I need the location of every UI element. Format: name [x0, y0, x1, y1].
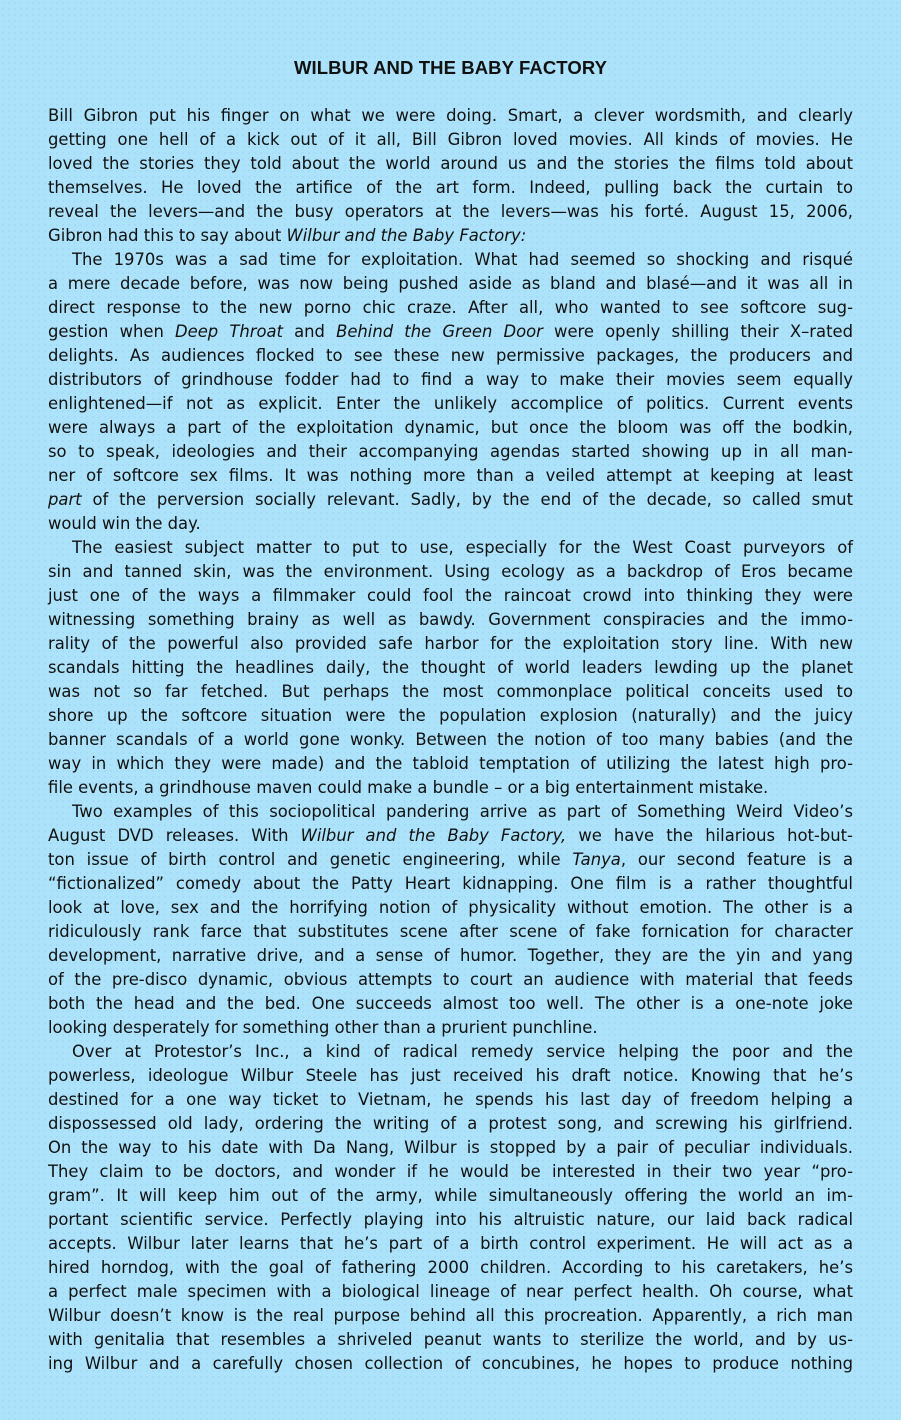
- text-line: [48, 320, 853, 344]
- text-run: ing Wilbur and a carefully chosen collection of concubines, he hopes to produce nothing: [48, 1354, 853, 1373]
- text-line: [48, 656, 853, 680]
- text-line: [48, 1040, 853, 1064]
- text-line: [48, 992, 853, 1016]
- text-line: [48, 536, 853, 560]
- text-line: [48, 848, 853, 872]
- text-line: [48, 968, 853, 992]
- text-run: Bill Gibron put his finger on what we were doing. Smart, a clever wordsmith, and clearly: [48, 106, 853, 125]
- text-line: [48, 704, 853, 728]
- text-run: loved the stories they told about the world around us and the stories the films told about: [48, 154, 853, 173]
- text-line: [48, 1160, 853, 1184]
- text-run: distributors of grindhouse fodder had to find a way to make their movies seem equally: [48, 370, 853, 389]
- text-line: [48, 1184, 853, 1208]
- text-line: [48, 368, 853, 392]
- text-run: banner scandals of a world gone wonky. Between the notion of too many babies (and the: [48, 730, 853, 749]
- text-run: The 1970s was a sad time for exploitation. What had seemed so shocking and risqué: [72, 250, 853, 269]
- text-run: sin and tanned skin, was the environment. Using ecology as a backdrop of Eros became: [48, 562, 853, 581]
- text-line: [48, 392, 853, 416]
- page-title: WILBUR AND THE BABY FACTORY: [293, 57, 608, 79]
- text-line: [48, 608, 853, 632]
- text-run: both the head and the bed. One succeeds almost too well. The other is a one-note joke: [48, 994, 853, 1013]
- paragraph: [48, 536, 853, 800]
- text-run: file events, a grindhouse maven could make a bundle – or a big entertainment mistake.: [48, 778, 769, 797]
- text-run: a mere decade before, was now being pushed aside as bland and blasé—and it was all in: [48, 274, 853, 293]
- paragraph: [48, 1040, 853, 1376]
- text-run: powerless, ideologue Wilbur Steele has just received his draft notice. Knowing that he’s: [48, 1066, 853, 1085]
- text-run: enlightened—if not as explicit. Enter the unlikely accomplice of politics. Current events: [48, 394, 853, 413]
- text-run: looking desperately for something other than a prurient punchline.: [48, 1018, 598, 1037]
- text-run: was not so far fetched. But perhaps the most commonplace political conceits used to: [48, 682, 853, 701]
- text-line: [48, 1304, 853, 1328]
- italic-title: part: [48, 490, 82, 509]
- text-line: [48, 488, 853, 512]
- text-run: so to speak, ideologies and their accompanying agendas started showing up in all man-: [48, 442, 853, 461]
- text-run: getting one hell of a kick out of it all, Bill Gibron loved movies. All kinds of movies. He: [48, 130, 853, 149]
- text-run: , our second feature is a: [620, 850, 853, 869]
- text-line: [48, 1136, 853, 1160]
- text-run: destined for a one way ticket to Vietnam, he spends his last day of freedom helping a: [48, 1090, 853, 1109]
- text-run: reveal the levers—and the busy operators at the levers—was his forté. August 15, 2006,: [48, 202, 853, 221]
- text-line: [48, 944, 853, 968]
- text-line: [48, 152, 853, 176]
- text-line: [48, 896, 853, 920]
- text-line: [48, 920, 853, 944]
- text-line: [48, 248, 853, 272]
- text-run: portant scientific service. Perfectly playing into his altruistic nature, our laid back radical: [48, 1210, 853, 1229]
- text-run: witnessing something brainy as well as bawdy. Government conspiracies and the immo-: [48, 610, 853, 629]
- text-line: [48, 200, 853, 224]
- text-line: [48, 464, 853, 488]
- text-run: They claim to be doctors, and wonder if he would be interested in their two year “pro-: [48, 1162, 853, 1181]
- text-line: [48, 272, 853, 296]
- text-run: would win the day.: [48, 514, 201, 533]
- article-body: [48, 104, 853, 1376]
- text-line: [48, 1352, 853, 1376]
- text-run: of the perversion socially relevant. Sadly, by the end of the decade, so called smut: [81, 490, 853, 509]
- text-line: [48, 560, 853, 584]
- text-run: rality of the powerful also provided safe harbor for the exploitation story line. With new: [48, 634, 853, 653]
- text-run: of the pre-disco dynamic, obvious attempts to court an audience with material that feeds: [48, 970, 853, 989]
- text-run: The easiest subject matter to put to use, especially for the West Coast purveyors of: [72, 538, 853, 557]
- text-run: shore up the softcore situation were the population explosion (naturally) and the juicy: [48, 706, 853, 725]
- text-run: Over at Protestor’s Inc., a kind of radical remedy service helping the poor and the: [72, 1042, 853, 1061]
- text-line: [48, 296, 853, 320]
- text-line: [48, 176, 853, 200]
- text-line: [48, 680, 853, 704]
- text-line: [48, 776, 853, 800]
- paragraph: [48, 248, 853, 536]
- text-run: gram”. It will keep him out of the army, while simultaneously offering the world an im-: [48, 1186, 853, 1205]
- text-run: ner of softcore sex films. It was nothing more than a veiled attempt at keeping at least: [48, 466, 853, 485]
- italic-title: Behind the Green Door: [336, 322, 543, 341]
- text-run: hired horndog, with the goal of fathering 2000 children. According to his caretakers, he’s: [48, 1258, 853, 1277]
- text-line: [48, 440, 853, 464]
- italic-title: Wilbur and the Baby Factory,: [300, 826, 567, 845]
- text-line: [48, 872, 853, 896]
- text-run: a perfect male specimen with a biological lineage of near perfect health. Oh course, what: [48, 1282, 853, 1301]
- text-line: [48, 728, 853, 752]
- text-line: [48, 344, 853, 368]
- text-line: [48, 632, 853, 656]
- text-run: On the way to his date with Da Nang, Wilbur is stopped by a pair of peculiar individuals.: [48, 1138, 853, 1157]
- text-run: accepts. Wilbur later learns that he’s part of a birth control experiment. He will act as a: [48, 1234, 853, 1253]
- text-line: [48, 800, 853, 824]
- text-run: “fictionalized” comedy about the Patty Heart kidnapping. One film is a rather thoughtful: [48, 874, 853, 893]
- text-run: August DVD releases. With: [48, 826, 301, 845]
- text-run: dispossessed old lady, ordering the writing of a protest song, and screwing his girlfriend.: [48, 1114, 853, 1133]
- text-line: [48, 824, 853, 848]
- text-run: we have the hilarious hot-but-: [566, 826, 853, 845]
- text-run: gestion when: [48, 322, 175, 341]
- paragraph: [48, 104, 853, 248]
- text-run: ridiculously rank farce that substitutes scene after scene of fake fornication for character: [48, 922, 853, 941]
- text-run: were always a part of the exploitation dynamic, but once the bloom was off the bodkin,: [48, 418, 853, 437]
- italic-title: Deep Throat: [174, 322, 283, 341]
- text-line: [48, 1280, 853, 1304]
- text-line: [48, 512, 853, 536]
- text-line: [48, 1016, 853, 1040]
- paragraph: [48, 800, 853, 1040]
- text-line: [48, 752, 853, 776]
- text-line: [48, 584, 853, 608]
- text-run: development, narrative drive, and a sense of humor. Together, they are the yin and yang: [48, 946, 853, 965]
- text-line: [48, 1064, 853, 1088]
- text-run: delights. As audiences flocked to see these new permissive packages, the producers and: [48, 346, 853, 365]
- italic-title: Wilbur and the Baby Factory:: [286, 226, 527, 245]
- text-line: [48, 1328, 853, 1352]
- text-line: [48, 1088, 853, 1112]
- text-run: themselves. He loved the artifice of the art form. Indeed, pulling back the curtain to: [48, 178, 853, 197]
- text-run: just one of the ways a filmmaker could fool the raincoat crowd into thinking they were: [48, 586, 853, 605]
- text-run: Two examples of this sociopolitical pandering arrive as part of Something Weird Video’s: [72, 802, 853, 821]
- text-run: and: [282, 322, 337, 341]
- text-run: look at love, sex and the horrifying notion of physicality without emotion. The other is a: [48, 898, 853, 917]
- text-run: ton issue of birth control and genetic engineering, while: [48, 850, 573, 869]
- text-run: way in which they were made) and the tabloid temptation of utilizing the latest high pro-: [48, 754, 853, 773]
- text-run: were openly shilling their X–rated: [542, 322, 853, 341]
- text-line: [48, 1208, 853, 1232]
- text-run: with genitalia that resembles a shriveled peanut wants to sterilize the world, and by us-: [48, 1330, 853, 1349]
- text-line: [48, 1256, 853, 1280]
- text-line: [48, 104, 853, 128]
- italic-title: Tanya: [572, 850, 621, 869]
- text-run: Gibron had this to say about: [48, 226, 287, 245]
- text-line: [48, 1112, 853, 1136]
- text-run: Wilbur doesn’t know is the real purpose behind all this procreation. Apparently, a rich man: [48, 1306, 853, 1325]
- text-run: scandals hitting the headlines daily, the thought of world leaders lewding up the planet: [48, 658, 853, 677]
- text-line: [48, 1232, 853, 1256]
- text-line: [48, 416, 853, 440]
- text-line: [48, 128, 853, 152]
- text-line: [48, 224, 853, 248]
- text-run: direct response to the new porno chic craze. After all, who wanted to see softcore sug-: [48, 298, 853, 317]
